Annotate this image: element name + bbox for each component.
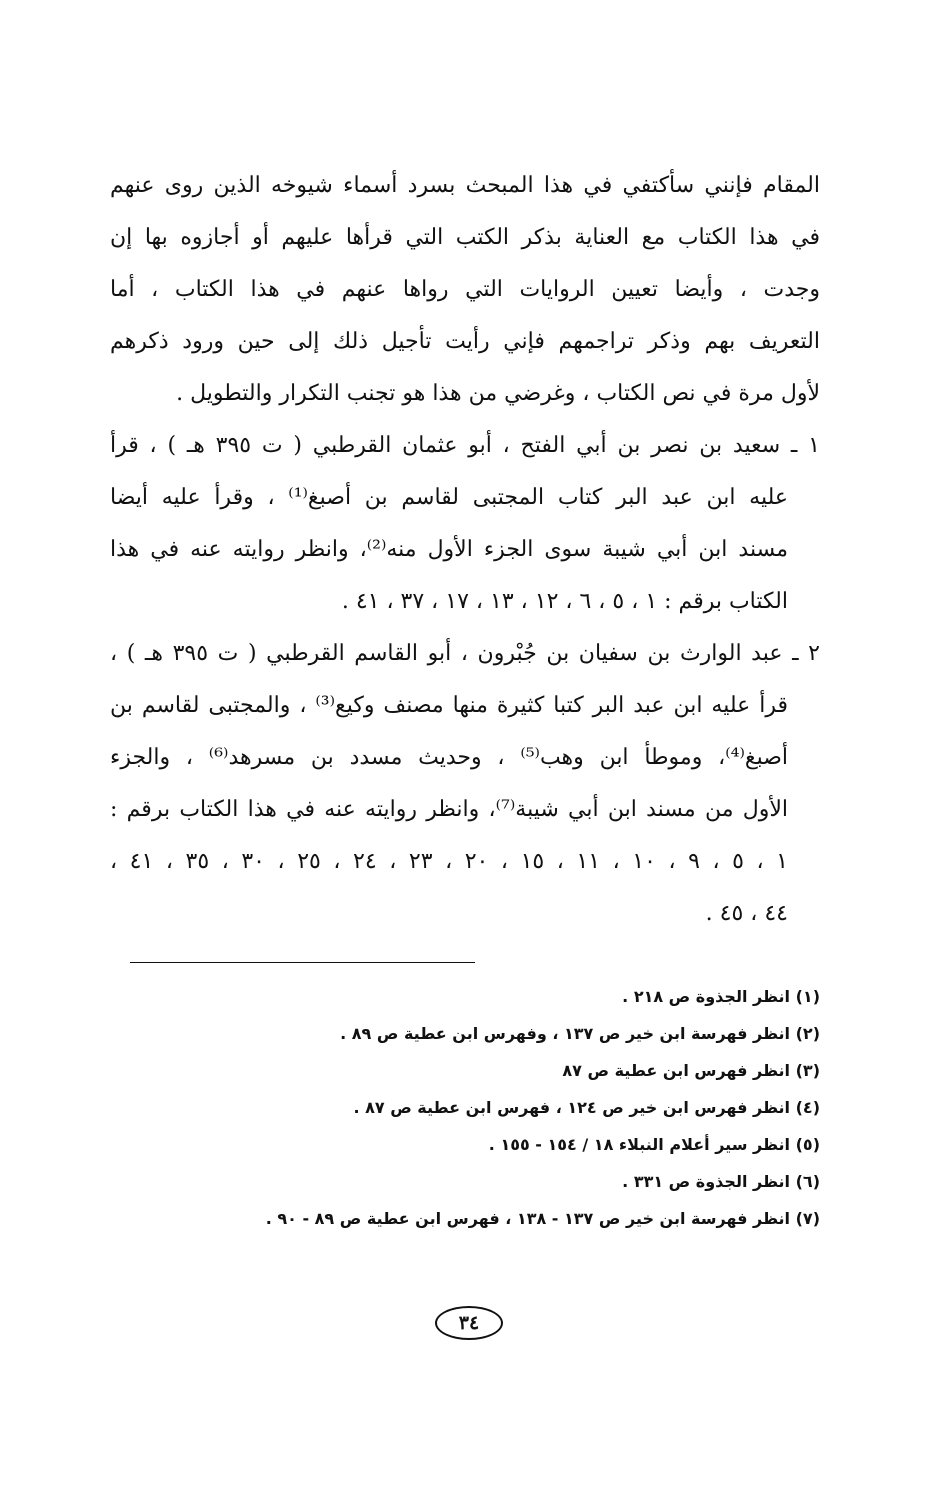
footnote: (٢) انظر فهرسة ابن خير ص ١٣٧ ، وفهرس ابن عطية ص ٨٩ . bbox=[340, 1024, 820, 1043]
text-line: مسند ابن أبي شيبة سوى الجزء الأول منه⁽²⁾، وانظر روايته عنه في هذا bbox=[110, 537, 788, 562]
text-line: ٤٤ ، ٤٥ . bbox=[705, 901, 788, 926]
footnote: (١) انظر الجذوة ص ٢١٨ . bbox=[622, 987, 820, 1006]
entry-1 bbox=[110, 420, 820, 628]
text-line: التعريف بهم وذكر تراجمهم فإني رأيت تأجيل ذلك إلى حين ورود ذكرهم bbox=[110, 329, 820, 354]
intro-paragraph bbox=[110, 160, 820, 420]
text-line: قرأ عليه ابن عبد البر كتبا كثيرة منها مصنف وكيع⁽³⁾ ، والمجتبى لقاسم بن bbox=[110, 693, 788, 718]
text-line: لأول مرة في نص الكتاب ، وغرضي من هذا هو تجنب التكرار والتطويل . bbox=[176, 381, 820, 406]
page-number: ٣٤ bbox=[435, 1306, 503, 1340]
text-line: عليه ابن عبد البر كتاب المجتبى لقاسم بن أصبغ⁽¹⁾ ، وقرأ عليه أيضا bbox=[110, 485, 788, 510]
footnote: (٧) انظر فهرسة ابن خير ص ١٣٧ - ١٣٨ ، فهرس ابن عطية ص ٨٩ - ٩٠ . bbox=[265, 1209, 820, 1228]
footnote: (٣) انظر فهرس ابن عطية ص ٨٧ bbox=[562, 1061, 820, 1080]
text-line: ٢ ـ عبد الوارث بن سفيان بن جُبْرون ، أبو القاسم القرطبي ( ت ٣٩٥ هـ ) ، bbox=[110, 641, 820, 666]
entry-2 bbox=[110, 628, 820, 940]
footnote: (٤) انظر فهرس ابن خير ص ١٢٤ ، فهرس ابن عطية ص ٨٧ . bbox=[353, 1098, 820, 1117]
footnote: (٥) انظر سير أعلام النبلاء ١٨ / ١٥٤ - ١٥٥ . bbox=[488, 1135, 820, 1154]
text-line: الأول من مسند ابن أبي شيبة⁽⁷⁾، وانظر روايته عنه في هذا الكتاب برقم : bbox=[110, 797, 789, 822]
text-line: المقام فإنني سأكتفي في هذا المبحث بسرد أسماء شيوخه الذين روى عنهم bbox=[110, 173, 820, 198]
text-line: الكتاب برقم : ١ ، ٥ ، ٦ ، ١٢ ، ١٣ ، ١٧ ، ٣٧ ، ٤١ . bbox=[341, 589, 788, 614]
footnote-divider bbox=[130, 962, 475, 963]
text-line: أصبغ⁽⁴⁾، وموطأ ابن وهب⁽⁵⁾ ، وحديث مسدد بن مسرهد⁽⁶⁾ ، والجزء bbox=[110, 745, 788, 770]
footnote: (٦) انظر الجذوة ص ٣٣١ . bbox=[622, 1172, 820, 1191]
main-text bbox=[110, 160, 820, 940]
text-line: ١ ، ٥ ، ٩ ، ١٠ ، ١١ ، ١٥ ، ٢٠ ، ٢٣ ، ٢٤ ، ٢٥ ، ٣٠ ، ٣٥ ، ٤١ ، bbox=[110, 849, 788, 874]
footnotes bbox=[110, 978, 820, 1237]
text-line: وجدت ، وأيضا تعيين الروايات التي رواها عنهم في هذا الكتاب ، أما bbox=[110, 277, 820, 302]
text-line: في هذا الكتاب مع العناية بذكر الكتب التي قرأها عليهم أو أجازوه بها إن bbox=[110, 225, 820, 250]
text-line: ١ ـ سعيد بن نصر بن أبي الفتح ، أبو عثمان القرطبي ( ت ٣٩٥ هـ ) ، قرأ bbox=[110, 433, 820, 458]
